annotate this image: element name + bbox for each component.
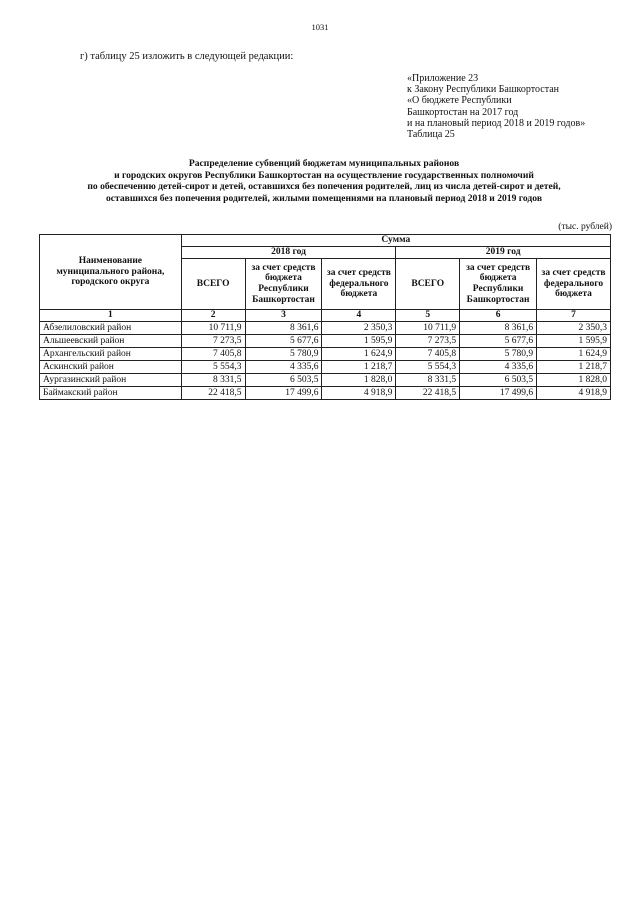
republic-2019: 4 335,6: [460, 361, 537, 374]
total-2019: 7 405,8: [396, 348, 460, 361]
republic-budget-header-2018: за счет средств бюджета Республики Башкортостан: [245, 259, 322, 310]
republic-2018: 17 499,6: [245, 387, 322, 400]
federal-2019: 4 918,9: [537, 387, 611, 400]
total-2018: 8 331,5: [181, 374, 245, 387]
appendix-line: и на плановый период 2018 и 2019 годов»: [407, 117, 586, 129]
federal-2019: 1 218,7: [537, 361, 611, 374]
total-header-2019: ВСЕГО: [396, 259, 460, 310]
total-2018: 10 711,9: [181, 322, 245, 335]
year-header-2019: 2019 год: [396, 247, 611, 259]
district-name: Архангельский район: [40, 348, 182, 361]
column-number: 3: [245, 310, 322, 322]
republic-2018: 6 503,5: [245, 374, 322, 387]
federal-2018: 1 595,9: [322, 335, 396, 348]
federal-2018: 1 218,7: [322, 361, 396, 374]
republic-budget-header-2019: за счет средств бюджета Республики Башкортостан: [460, 259, 537, 310]
total-2019: 5 554,3: [396, 361, 460, 374]
total-2019: 8 331,5: [396, 374, 460, 387]
column-number-row: [40, 310, 611, 322]
total-2018: 5 554,3: [181, 361, 245, 374]
federal-budget-header-2018: за счет средств федерального бюджета: [322, 259, 396, 310]
title-line: Распределение субвенций бюджетам муниципальных районов: [188, 158, 460, 169]
district-name: Аскинский район: [40, 361, 182, 374]
table-title: [40, 158, 608, 204]
republic-2019: 5 677,6: [460, 335, 537, 348]
district-name: Баймакский район: [40, 387, 182, 400]
total-2018: 7 405,8: [181, 348, 245, 361]
total-2018: 7 273,5: [181, 335, 245, 348]
federal-2018: 2 350,3: [322, 322, 396, 335]
federal-2018: 1 828,0: [322, 374, 396, 387]
appendix-line: Башкортостан на 2017 год: [407, 106, 519, 118]
subvention-table: [39, 234, 611, 400]
intro-text: г) таблицу 25 изложить в следующей редакции:: [80, 51, 294, 62]
table-row: [40, 335, 611, 348]
column-number: 1: [40, 310, 182, 322]
appendix-line: Таблица 25: [407, 129, 455, 141]
page-number: 1031: [311, 22, 329, 32]
units-label: (тыс. рублей): [558, 222, 612, 232]
district-name: Абзелиловский район: [40, 322, 182, 335]
total-2019: 22 418,5: [396, 387, 460, 400]
federal-budget-header-2019: за счет средств федерального бюджета: [537, 259, 611, 310]
republic-2019: 8 361,6: [460, 322, 537, 335]
total-2019: 10 711,9: [396, 322, 460, 335]
column-number: 5: [396, 310, 460, 322]
name-column-header: Наименование муниципального района, городского округа: [40, 235, 182, 310]
district-name: Аургазинский район: [40, 374, 182, 387]
republic-2019: 17 499,6: [460, 387, 537, 400]
federal-2018: 1 624,9: [322, 348, 396, 361]
column-number: 7: [537, 310, 611, 322]
column-number: 6: [460, 310, 537, 322]
appendix-block: [407, 73, 585, 140]
table-row: [40, 361, 611, 374]
republic-2018: 8 361,6: [245, 322, 322, 335]
federal-2019: 1 595,9: [537, 335, 611, 348]
title-line: и городских округов Республики Башкортостан на осуществление государственных полномочий: [114, 169, 534, 181]
republic-2018: 5 677,6: [245, 335, 322, 348]
table-row: [40, 348, 611, 361]
column-number: 4: [322, 310, 396, 322]
republic-2019: 6 503,5: [460, 374, 537, 387]
sum-header: Сумма: [181, 235, 610, 247]
total-2019: 7 273,5: [396, 335, 460, 348]
table-row: [40, 374, 611, 387]
appendix-line: «О бюджете Республики: [407, 95, 512, 107]
table-row: [40, 387, 611, 400]
appendix-line: «Приложение 23: [407, 73, 479, 84]
federal-2019: 1 624,9: [537, 348, 611, 361]
title-line: по обеспечению детей-сирот и детей, оставшихся без попечения родителей, лиц из числа детей-сирот и детей,: [87, 181, 561, 192]
federal-2018: 4 918,9: [322, 387, 396, 400]
republic-2019: 5 780,9: [460, 348, 537, 361]
republic-2018: 5 780,9: [245, 348, 322, 361]
column-number: 2: [181, 310, 245, 322]
appendix-line: к Закону Республики Башкортостан: [407, 84, 559, 96]
year-header-2018: 2018 год: [181, 247, 396, 259]
district-name: Альшеевский район: [40, 335, 182, 348]
total-header-2018: ВСЕГО: [181, 259, 245, 310]
total-2018: 22 418,5: [181, 387, 245, 400]
federal-2019: 1 828,0: [537, 374, 611, 387]
table-row: [40, 322, 611, 335]
federal-2019: 2 350,3: [537, 322, 611, 335]
title-line: оставшихся без попечения родителей, жилыми помещениями на плановый период 2018 и 2019 годов: [105, 192, 543, 204]
republic-2018: 4 335,6: [245, 361, 322, 374]
